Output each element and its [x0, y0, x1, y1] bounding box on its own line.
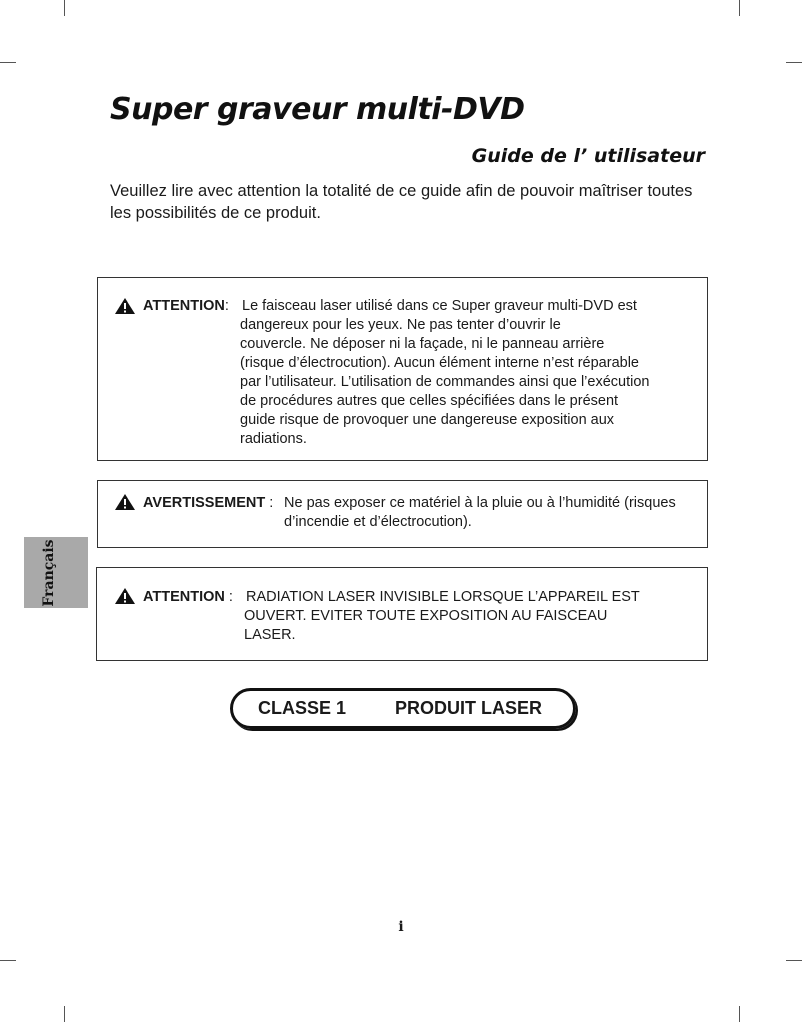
warning-message — [284, 513, 472, 532]
warning-message-line: LASER. — [244, 627, 296, 643]
crop-mark — [64, 1006, 65, 1022]
laser-class: CLASSE 1 — [258, 698, 347, 718]
warning-message-line: par l’utilisateur. L’utilisation de commandes ainsi que l’exécution — [240, 374, 650, 390]
warning-triangle-icon — [115, 588, 135, 604]
crop-mark — [739, 0, 740, 16]
warning-message-line: couvercle. Ne déposer ni la façade, ni le panneau arrière — [240, 336, 605, 352]
warning-label: AVERTISSEMENT : — [143, 495, 274, 511]
crop-mark — [0, 960, 16, 961]
document-subtitle: Guide de l’ utilisateur — [471, 145, 705, 167]
crop-mark — [786, 62, 802, 63]
warning-message-line: dangereux pour les yeux. Ne pas tenter d’ouvrir le — [240, 317, 561, 333]
warning-message — [244, 607, 607, 645]
warning-message-line: (risque d’électrocution). Aucun élément interne n’est réparable — [240, 355, 639, 371]
warning-message-first-line: Le faisceau laser utilisé dans ce Super graveur multi-DVD est — [242, 298, 637, 314]
warning-label: ATTENTION: — [143, 298, 229, 314]
warning-box-attention-laser — [97, 277, 708, 461]
warning-box-attention-radiation — [96, 567, 708, 661]
warning-message-first-line: Ne pas exposer ce matériel à la pluie ou à l’humidité (risques — [284, 495, 676, 511]
crop-mark — [64, 0, 65, 16]
crop-mark — [0, 62, 16, 63]
document-title: Super graveur multi-DVD — [110, 92, 525, 127]
crop-mark — [786, 960, 802, 961]
warning-triangle-icon — [115, 298, 135, 314]
laser-class-label — [230, 688, 576, 729]
warning-message-line: de procédures autres que celles spécifiées dans le présent — [240, 393, 619, 409]
warning-message-line: d’incendie et d’électrocution). — [284, 514, 472, 530]
warning-message-first-line: RADIATION LASER INVISIBLE LORSQUE L’APPAREIL EST — [246, 589, 640, 605]
warning-label: ATTENTION : — [143, 589, 233, 605]
warning-message-line: guide risque de provoquer une dangereuse exposition aux — [240, 412, 615, 428]
warning-box-avertissement — [97, 480, 708, 548]
intro-text: Veuillez lire avec attention la totalité de ce guide afin de pouvoir maîtriser toutes les possibilités de ce produit. — [110, 182, 693, 222]
language-side-tab-label: Français — [41, 539, 57, 607]
crop-mark — [739, 1006, 740, 1022]
warning-message — [240, 316, 649, 449]
warning-message-line: OUVERT. EVITER TOUTE EXPOSITION AU FAISCEAU — [244, 608, 608, 624]
warning-triangle-icon — [115, 494, 135, 510]
page-number: i — [398, 919, 404, 935]
warning-message-line: radiations. — [240, 431, 307, 447]
laser-product: PRODUIT LASER — [395, 698, 543, 718]
